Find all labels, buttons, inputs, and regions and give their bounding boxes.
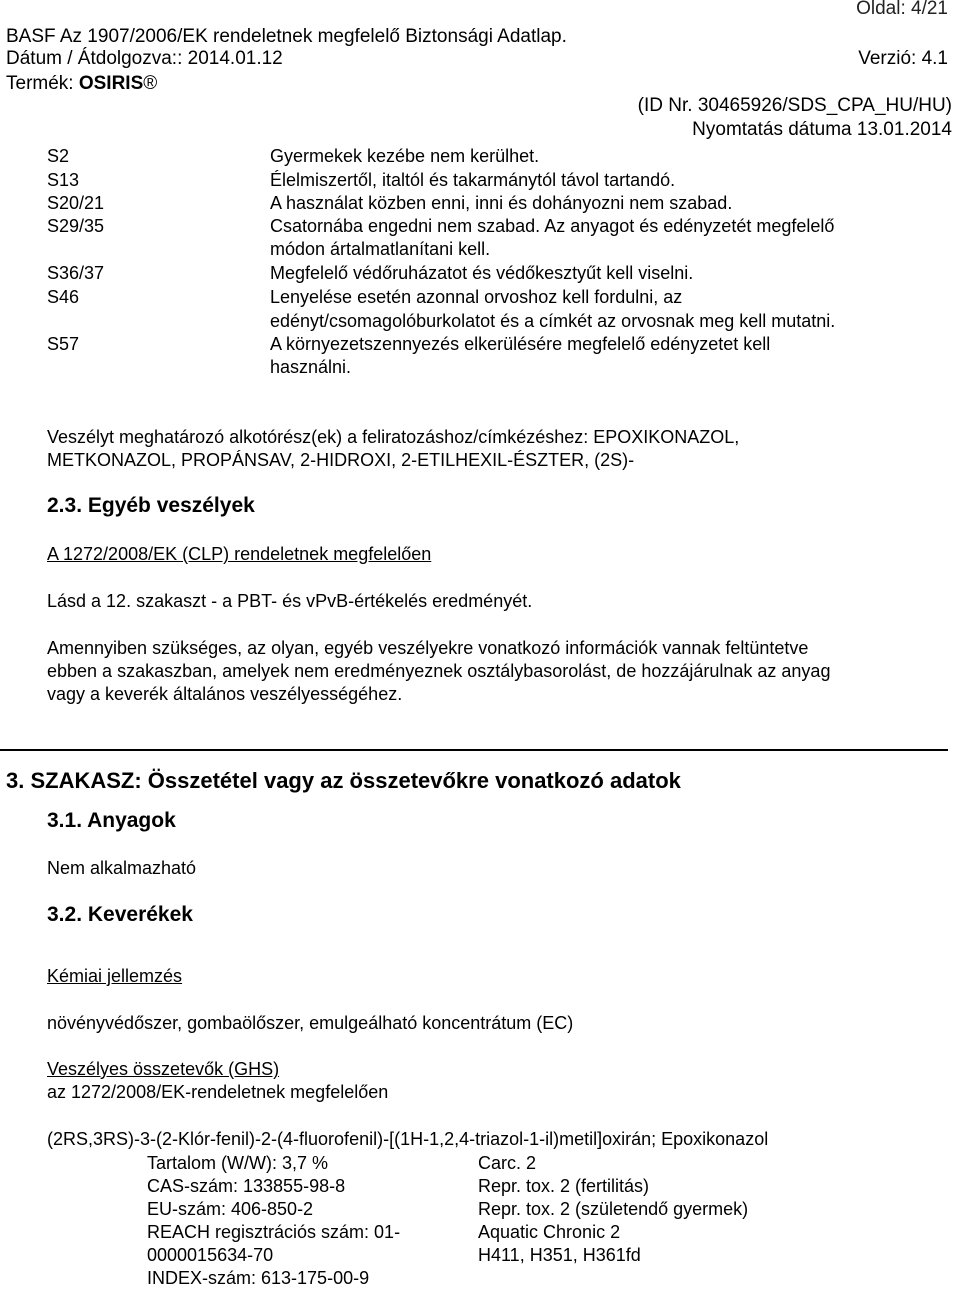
registered-mark: ®: [143, 73, 158, 94]
clp-subtitle: A 1272/2008/EK (CLP) rendeletnek megfelelően: [47, 544, 432, 564]
other-hazards-paragraph: vagy a keverék általános veszélyességéhez.: [47, 684, 403, 704]
hazardous-components-label: Veszélyes összetevők (GHS): [47, 1059, 280, 1079]
s-code: S36/37: [47, 263, 105, 283]
s-code: S46: [47, 287, 80, 307]
identifier-line: 0000015634-70: [147, 1245, 274, 1265]
s-text: Lenyelése esetén azonnal orvoshoz kell fordulni, az: [270, 287, 683, 307]
s-text: Élelmiszertől, italtól és takarmánytól távol tartandó.: [270, 170, 676, 190]
version: Verzió: 4.1: [858, 48, 948, 69]
components-line: METKONAZOL, PROPÁNSAV, 2-HIDROXI, 2-ETILHEXIL-ÉSZTER, (2S)-: [47, 450, 635, 470]
s-text: Gyermekek kezébe nem kerülhet.: [270, 146, 540, 166]
document-title: BASF Az 1907/2006/EK rendeletnek megfelelő Biztonsági Adatlap.: [6, 26, 567, 47]
s-code: S13: [47, 170, 80, 190]
pbt-reference: Lásd a 12. szakaszt - a PBT- és vPvB-értékelés eredményét.: [47, 591, 533, 611]
identifier-line: INDEX-szám: 613-175-00-9: [147, 1268, 370, 1288]
identifier-line: Tartalom (W/W): 3,7 %: [147, 1153, 329, 1173]
section-2-3-title: 2.3. Egyéb veszélyek: [47, 494, 255, 517]
components-line: Veszélyt meghatározó alkotórész(ek) a feliratozáshoz/címkézéshez: EPOXIKONAZOL,: [47, 427, 740, 447]
s-text: A használat közben enni, inni és dohányozni nem szabad.: [270, 193, 733, 213]
s-text: módon ártalmatlanítani kell.: [270, 239, 491, 259]
s-text: A környezetszennyezés elkerülésére megfelelő edényzetet kell: [270, 334, 771, 354]
chemical-characterization-label: Kémiai jellemzés: [47, 966, 183, 986]
classification-line: Carc. 2: [478, 1153, 537, 1173]
classification-line: Aquatic Chronic 2: [478, 1222, 621, 1242]
page-number: Oldal: 4/21: [856, 0, 948, 19]
substance-name: (2RS,3RS)-3-(2-Klór-fenil)-2-(4-fluorofenil)-[(1H-1,2,4-triazol-1-il)metil]oxirán; Epoxikonazol: [47, 1129, 769, 1149]
section-3-1-title: 3.1. Anyagok: [47, 809, 176, 832]
print-date: Nyomtatás dátuma 13.01.2014: [692, 119, 952, 140]
classification-line: Repr. tox. 2 (születendő gyermek): [478, 1199, 749, 1219]
s-code: S20/21: [47, 193, 105, 213]
product-label: Termék:: [6, 73, 79, 94]
s-text: edényt/csomagolóburkolatot és a címkét az orvosnak meg kell mutatni.: [270, 311, 836, 331]
section-3-title: 3. SZAKASZ: Összetétel vagy az összetevőkre vonatkozó adatok: [6, 768, 681, 793]
chemical-characterization-text: növényvédőszer, gombaölőszer, emulgeálható koncentrátum (EC): [47, 1013, 574, 1033]
classification-line: H411, H351, H361fd: [478, 1245, 641, 1265]
s-code: S29/35: [47, 216, 105, 236]
s-text: Megfelelő védőruházatot és védőkesztyűt kell viselni.: [270, 263, 694, 283]
section-3-2-title: 3.2. Keverékek: [47, 903, 193, 926]
revision-date: Dátum / Átdolgozva:: 2014.01.12: [6, 48, 283, 69]
document-id: (ID Nr. 30465926/SDS_CPA_HU/HU): [637, 95, 952, 116]
s-code: S57: [47, 334, 80, 354]
s-code: S2: [47, 146, 70, 166]
s-text: használni.: [270, 357, 352, 377]
regulation-reference: az 1272/2008/EK-rendeletnek megfelelően: [47, 1082, 389, 1102]
s-text: Csatornába engedni nem szabad. Az anyagot és edényzetét megfelelő: [270, 216, 835, 236]
product-line: [6, 73, 157, 95]
identifier-line: REACH regisztrációs szám: 01-: [147, 1222, 401, 1242]
classification-line: Repr. tox. 2 (fertilitás): [478, 1176, 650, 1196]
section-3-1-text: Nem alkalmazható: [47, 858, 197, 878]
product-name: OSIRIS: [78, 73, 144, 94]
identifier-line: EU-szám: 406-850-2: [147, 1199, 314, 1219]
section-divider: [0, 749, 948, 751]
other-hazards-paragraph: Amennyiben szükséges, az olyan, egyéb veszélyekre vonatkozó információk vannak feltüntetve: [47, 638, 809, 658]
identifier-line: CAS-szám: 133855-98-8: [147, 1176, 346, 1196]
other-hazards-paragraph: ebben a szakaszban, amelyek nem eredményeznek osztálybasorolást, de hozzájárulnak az anyag: [47, 661, 831, 681]
